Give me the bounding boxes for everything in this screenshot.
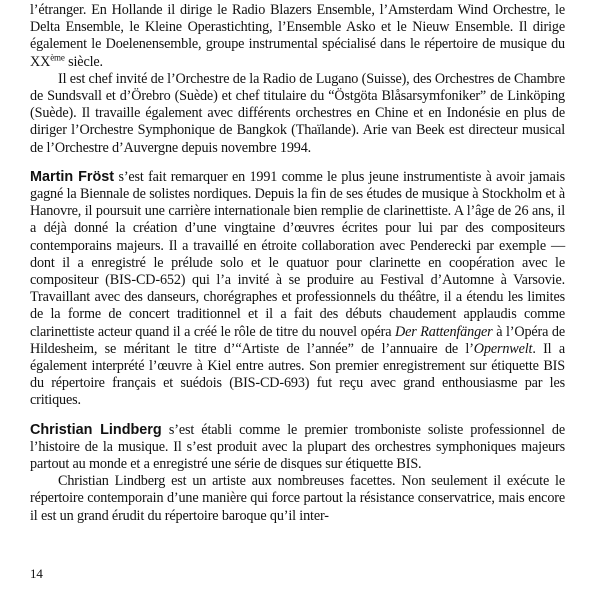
italic-title: Der Rattenfänger bbox=[395, 323, 493, 340]
superscript-text: ème bbox=[50, 51, 65, 62]
paragraph-christian-lindberg-facets: Christian Lindberg est un artiste aux nombreuses facettes. Non seulement il exécute le répertoire contemporain d’une manière qui force partout la résistance conservatrice, mais encore il est un grand érudit du répertoire baroque qu’il inter- bbox=[30, 473, 565, 524]
paragraph-arie-van-beek-guest: Il est chef invité de l’Orchestre de la Radio de Lugano (Suisse), des Orchestres de Chambre de Sundsvall et d’Örebro (Suède) et chef titulaire du “Östgöta Blåsarsymfoniker” de Linköping (Suède). Il travaille également avec différents orchestres en Chine et en Indonésie en plus de diriger l’Orchestre Symphonique de Bangkok (Thaïlande). Arie van Beek est directeur musical de l’Orchestre d’Auvergne depuis novembre 1994. bbox=[30, 70, 565, 156]
paragraph-text: s’est fait remarquer en 1991 comme le plus jeune instrumentiste à avoir jamais gagné la Biennale de solistes nordiques. Depuis la fin de ses études de musique à Stockholm et à Hanovre, il poursuit une carrière internationale bien remplie de clarinettiste. A l’âge de 26 ans, il a déjà donné la création d’une vingtaine d’œuvres écrites pour lui par des compositeurs contemporains majeurs. Il a travaillé en étroite collaboration avec Penderecki par exemple — dont il a enregistré le prélude solo et le quatuor pour clarinette en coopération avec le compositeur (BIS-CD-652) qui l’a invité à se produire au Festival d’Automne à Varsovie. Travaillant avec des danseurs, chorégraphes et professionnels du théâtre, il a étendu les limites de la forme de concert traditionnel et il a fait des débuts chaudement applaudis comme clarinettiste acteur quand il a créé le rôle de titre du nouvel opéra bbox=[30, 168, 565, 340]
paragraph-text: siècle. bbox=[64, 53, 103, 70]
paragraph-martin-frost bbox=[30, 169, 565, 410]
paragraph-text: à l’Opéra de Hildesheim, se méritant le titre d’“Artiste de l’année” de l’annuaire de l’ bbox=[30, 323, 565, 357]
paragraph-arie-van-beek-ensembles bbox=[30, 2, 565, 71]
paragraph-text: s’est établi comme le premier tromboniste soliste professionnel de l’histoire de la musique. Il s’est produit avec la plupart des orchestres symphoniques majeurs partout au monde et a enregistré une série de disques sur étiquette BIS. bbox=[30, 421, 566, 473]
page-number: 14 bbox=[30, 566, 43, 581]
paragraph-text: . Il a également interprété l’œuvre à Kiel entre autres. Son premier enregistrement sur étiquette BIS du répertoire français et suédois (BIS-CD-693) fut reçu avec grand enthousiasme par les critiques. bbox=[30, 340, 565, 409]
paragraph-christian-lindberg bbox=[30, 422, 565, 474]
artist-name-christian-lindberg: Christian Lindberg bbox=[30, 421, 162, 438]
artist-name-martin-frost: Martin Fröst bbox=[30, 168, 115, 185]
paragraph-text: l’étranger. En Hollande il dirige le Radio Blazers Ensemble, l’Amsterdam Wind Orchestre, le Delta Ensemble, le Kleine Operastichting, l’Ensemble Asko et le Nieuw Ensemble. Il dirige également le Doelenensemble, groupe instrumental spécialisé dans le répertoire de musique du XX bbox=[30, 2, 565, 70]
italic-title: Opernwelt bbox=[473, 340, 533, 357]
